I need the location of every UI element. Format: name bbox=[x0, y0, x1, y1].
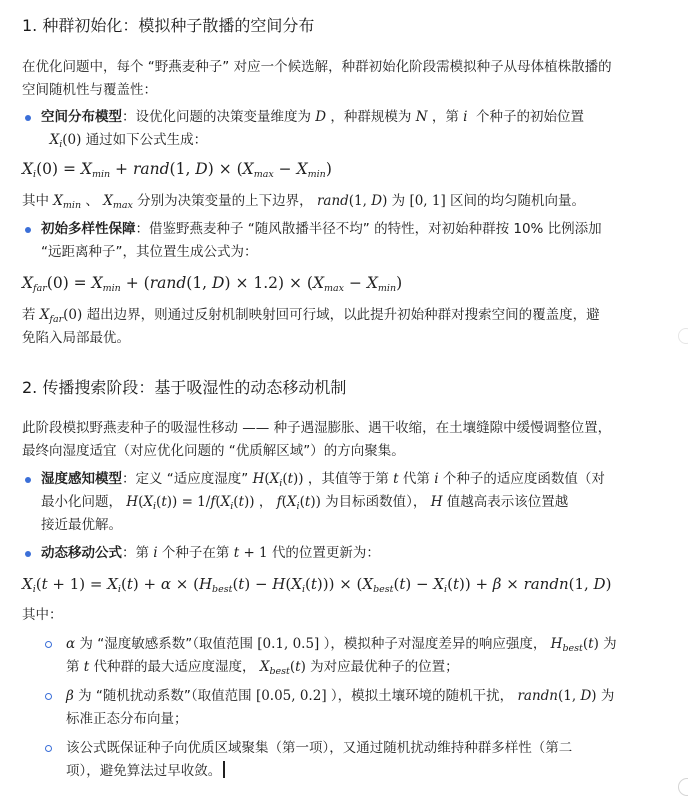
bullet-dot bbox=[25, 115, 31, 121]
initial-diversity-item: 初始多样性保障：借鉴野燕麦种子 “随风散播半径不均” 的特性，对初始种群按 10% 比例添加 bbox=[41, 221, 602, 237]
dynamic-movement-label: 动态移动公式 bbox=[41, 545, 122, 561]
section-2-intro-line-1: 此阶段模拟野燕麦种子的吸湿性移动 —— 种子遇湿膨胀、遇干收缩，在土壤缝隙中缓慢调整位置， bbox=[22, 420, 612, 436]
scroll-marker-icon bbox=[678, 778, 688, 796]
section-1-heading: 1. 种群初始化：模拟种子散播的空间分布 bbox=[22, 16, 315, 35]
bullet-dot bbox=[25, 551, 31, 557]
humidity-model-label: 湿度感知模型 bbox=[41, 471, 122, 487]
section-2-intro-line-2: 最终向湿度适宜（对应优化问题的 “优质解区域”）的方向聚集。 bbox=[22, 443, 405, 459]
alpha-item-line-2: 第 t 代种群的最大适应度湿度， $X_{best}(t)$ 为对应最优种子的位置； bbox=[66, 659, 459, 677]
summary-item: 该公式既保证种子向优质区域聚集（第一项），又通过随机扰动维持种群多样性（第二 bbox=[66, 740, 573, 756]
reflection-explanation-line-2: 免陷入局部最优。 bbox=[22, 330, 130, 346]
alpha-item: α 为 “湿度敏感系数”（取值范围 [0.1, 0.5] ），模拟种子对湿度差异的响应强度， $H_{best}(t)$ 为 bbox=[66, 636, 617, 654]
text-cursor bbox=[223, 761, 225, 778]
spatial-distribution-item-line-2: $X_i(0)$ 通过如下公式生成： bbox=[49, 132, 208, 150]
equation-position-update: $X_i(t + 1) = X_i(t) + \alpha \times (H_{best}(t) - H(X_i(t))) \times (X_{best}(t) - X_i(t)) + \beta$ × randn(1, D) bbox=[22, 575, 612, 595]
summary-item-line-2: 项），避免算法过早收敛。 bbox=[66, 760, 672, 783]
equation-initial-position: $X_i(0) = X_{min}$ + rand(1, $D) \times (X_{max} - X_{min})$ bbox=[22, 160, 332, 180]
initial-diversity-item-line-2: “远距离种子”，其位置生成公式为： bbox=[41, 244, 258, 260]
beta-item: β 为 “随机扰动系数”（取值范围 [0.05, 0.2] ），模拟土壤环境的随机干扰， randn(1, D) 为 bbox=[66, 688, 615, 704]
section-1-intro-line-2: 空间随机性与覆盖性： bbox=[22, 82, 157, 98]
spatial-distribution-item: 空间分布模型：设优化问题的决策变量维度为 D ，种群规模为 N ，第 i 个种子的初始位置 bbox=[41, 109, 585, 125]
reflection-explanation: 若 $X_{far}(0)$ 超出边界，则通过反射机制映射回可行域，以此提升初始种群对搜索空间的覆盖度，避 bbox=[22, 307, 600, 325]
equation-far-seed: $X_{far}(0) = X_{min}$ + (rand(1, $D) \times 1.2) \times (X_{max} - X_{min})$ bbox=[22, 274, 403, 294]
beta-item-line-2: 标准正态分布向量； bbox=[66, 711, 188, 727]
bullet-dot bbox=[25, 477, 31, 483]
sub-bullet-ring bbox=[45, 641, 52, 648]
humidity-model-item: 湿度感知模型：定义 “适应度湿度” $H(X_i(t))$ ，其值等于第 t 代第 i 个种子的适应度函数值（对 bbox=[41, 471, 605, 489]
humidity-model-item-line-3: 接近最优解。 bbox=[41, 517, 122, 533]
section-1-intro-line-1: 在优化问题中，每个 “野燕麦种子” 对应一个候选解，种群初始化阶段需模拟种子从母体植株散播的 bbox=[22, 59, 612, 75]
dynamic-movement-item: 动态移动公式：第 i 个种子在第 t + 1 代的位置更新为： bbox=[41, 545, 380, 561]
spatial-distribution-label: 空间分布模型 bbox=[41, 109, 122, 125]
sub-bullet-ring bbox=[45, 693, 52, 700]
sub-bullet-ring bbox=[45, 745, 52, 752]
where-label: 其中： bbox=[22, 607, 63, 623]
scroll-marker-icon bbox=[678, 328, 688, 344]
bullet-dot bbox=[25, 227, 31, 233]
section-2-heading: 2. 传播搜索阶段：基于吸湿性的动态移动机制 bbox=[22, 378, 347, 397]
bounds-explanation: 其中 $X_{min}$ 、 $X_{max}$ 分别为决策变量的上下边界， rand(1, D) 为 [0, 1] 区间的均匀随机向量。 bbox=[22, 193, 586, 211]
initial-diversity-label: 初始多样性保障 bbox=[41, 221, 136, 237]
humidity-model-item-line-2: 最小化问题， $H(X_i(t)) = 1/f(X_i(t))$ ， $f(X_i(t))$ 为目标函数值）， H 值越高表示该位置越 bbox=[41, 494, 569, 512]
